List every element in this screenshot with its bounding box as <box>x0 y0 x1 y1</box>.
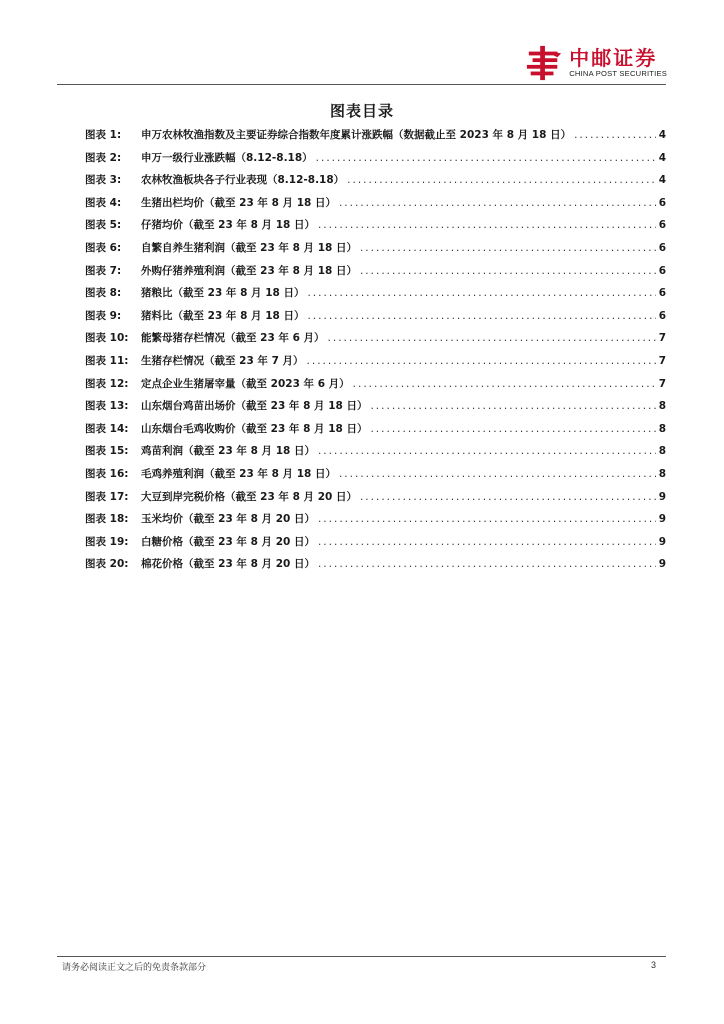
toc-label: 图表 4: <box>85 196 122 209</box>
toc-page: 7 <box>658 377 666 390</box>
toc-text: 申万一级行业涨跌幅（8.12-8.18） <box>141 151 313 164</box>
china-post-logo-icon <box>525 44 563 82</box>
toc-text: 猪料比（截至 23 年 8 月 18 日） <box>141 309 305 322</box>
toc-page: 9 <box>658 558 666 571</box>
toc-leader-dots <box>360 491 656 503</box>
toc-page: 8 <box>658 445 666 458</box>
toc-entry[interactable] <box>85 443 666 466</box>
toc-leader-dots <box>347 174 656 186</box>
toc-leader-dots <box>316 152 656 164</box>
toc-entry[interactable] <box>85 263 666 286</box>
footer-disclaimer: 请务必阅读正文之后的免责条款部分 <box>62 963 207 973</box>
toc-page: 4 <box>658 174 666 187</box>
toc-page: 6 <box>658 219 666 232</box>
toc-entry[interactable] <box>85 285 666 308</box>
toc-text: 白糖价格（截至 23 年 8 月 20 日） <box>141 535 315 548</box>
toc-label: 图表 7: <box>85 264 122 277</box>
toc-entry[interactable] <box>85 308 666 331</box>
toc-entry[interactable] <box>85 376 666 399</box>
toc-text: 猪粮比（截至 23 年 8 月 18 日） <box>141 287 305 300</box>
header-divider <box>57 84 666 85</box>
toc-entry[interactable] <box>85 511 666 534</box>
toc-leader-dots <box>318 513 656 525</box>
toc-text: 山东烟台鸡苗出场价（截至 23 年 8 月 18 日） <box>141 400 368 413</box>
toc-page: 9 <box>658 535 666 548</box>
brand-name-en: CHINA POST SECURITIES <box>569 69 667 78</box>
toc-page: 6 <box>658 287 666 300</box>
toc-text: 定点企业生猪屠宰量（截至 2023 年 6 月） <box>141 377 350 390</box>
toc-text: 鸡苗利润（截至 23 年 8 月 18 日） <box>141 445 315 458</box>
toc-page: 4 <box>658 151 666 164</box>
toc-leader-dots <box>307 310 655 322</box>
toc-page: 6 <box>658 264 666 277</box>
toc-text: 自繁自养生猪利润（截至 23 年 8 月 18 日） <box>141 241 357 254</box>
toc-text: 毛鸡养殖利润（截至 23 年 8 月 18 日） <box>141 467 336 480</box>
toc-leader-dots <box>339 197 656 209</box>
toc-label: 图表 15: <box>85 445 129 458</box>
toc-label: 图表 10: <box>85 332 129 345</box>
toc-page: 9 <box>658 490 666 503</box>
toc-label: 图表 16: <box>85 467 129 480</box>
toc-leader-dots <box>318 445 656 457</box>
toc-page: 9 <box>658 513 666 526</box>
toc-leader-dots <box>370 423 655 435</box>
page-number: 3 <box>650 960 656 970</box>
toc-page: 6 <box>658 309 666 322</box>
toc-leader-dots <box>339 468 656 480</box>
toc-text: 玉米均价（截至 23 年 8 月 20 日） <box>141 513 315 526</box>
toc-text: 山东烟台毛鸡收购价（截至 23 年 8 月 18 日） <box>141 422 368 435</box>
toc-text: 大豆到岸完税价格（截至 23 年 8 月 20 日） <box>141 490 357 503</box>
toc-leader-dots <box>370 400 655 412</box>
toc-page: 4 <box>658 129 666 141</box>
toc-label: 图表 12: <box>85 377 129 390</box>
toc-text: 外购仔猪养殖利润（截至 23 年 8 月 18 日） <box>141 264 357 277</box>
toc-label: 图表 6: <box>85 241 122 254</box>
toc-label: 图表 9: <box>85 309 122 322</box>
toc-leader-dots <box>360 242 656 254</box>
toc-leader-dots <box>307 355 656 367</box>
toc-label: 图表 8: <box>85 287 122 300</box>
footer-divider <box>57 956 666 957</box>
toc-entry[interactable] <box>85 150 666 173</box>
toc-leader-dots <box>318 558 656 570</box>
toc-label: 图表 11: <box>85 354 129 367</box>
toc-label: 图表 18: <box>85 513 129 526</box>
toc-entry[interactable] <box>85 195 666 218</box>
toc-entry[interactable] <box>85 556 666 579</box>
toc-label: 图表 3: <box>85 174 122 187</box>
toc-leader-dots <box>360 265 656 277</box>
toc-entry[interactable] <box>85 240 666 263</box>
toc-page: 8 <box>658 467 666 480</box>
brand-name-cn: 中邮证券 <box>569 46 658 70</box>
toc-label: 图表 20: <box>85 558 129 571</box>
toc-title: 图表目录 <box>329 102 394 120</box>
toc-text: 生猪出栏均价（截至 23 年 8 月 18 日） <box>141 196 336 209</box>
toc-page: 8 <box>658 422 666 435</box>
toc-leader-dots <box>318 219 656 231</box>
toc-entry[interactable] <box>85 353 666 376</box>
toc-entry[interactable] <box>85 172 666 195</box>
toc-page: 6 <box>658 196 666 209</box>
header-logo <box>525 40 667 86</box>
toc-leader-dots <box>307 287 655 299</box>
toc-entry[interactable] <box>85 534 666 557</box>
toc-page: 8 <box>658 400 666 413</box>
toc-entry[interactable] <box>85 127 666 150</box>
toc-entry[interactable] <box>85 398 666 421</box>
toc-label: 图表 5: <box>85 219 122 232</box>
toc-leader-dots <box>328 332 656 344</box>
toc-entry[interactable] <box>85 489 666 512</box>
toc-entry[interactable] <box>85 217 666 240</box>
toc-label: 图表 1: <box>85 129 122 141</box>
toc-text: 生猪存栏情况（截至 23 年 7 月） <box>141 354 304 367</box>
toc-label: 图表 2: <box>85 151 122 164</box>
toc-label: 图表 14: <box>85 422 129 435</box>
toc-entry[interactable] <box>85 330 666 353</box>
toc-text: 仔猪均价（截至 23 年 8 月 18 日） <box>141 219 315 232</box>
toc-label: 图表 13: <box>85 400 129 413</box>
toc-text: 农林牧渔板块各子行业表现（8.12-8.18） <box>141 174 345 187</box>
toc-page: 6 <box>658 241 666 254</box>
toc-entry[interactable] <box>85 421 666 444</box>
toc-text: 棉花价格（截至 23 年 8 月 20 日） <box>141 558 315 571</box>
toc-label: 图表 17: <box>85 490 129 503</box>
toc-leader-dots <box>318 536 656 548</box>
toc-leader-dots <box>353 378 656 390</box>
figure-toc <box>85 127 666 579</box>
toc-leader-dots <box>574 129 656 141</box>
toc-page: 7 <box>658 354 666 367</box>
toc-text: 申万农林牧渔指数及主要证券综合指数年度累计涨跌幅（数据截止至 2023 年 8 月 18 日） <box>141 129 572 141</box>
toc-entry[interactable] <box>85 466 666 489</box>
toc-text: 能繁母猪存栏情况（截至 23 年 6 月） <box>141 332 325 345</box>
toc-label: 图表 19: <box>85 535 129 548</box>
toc-page: 7 <box>658 332 666 345</box>
